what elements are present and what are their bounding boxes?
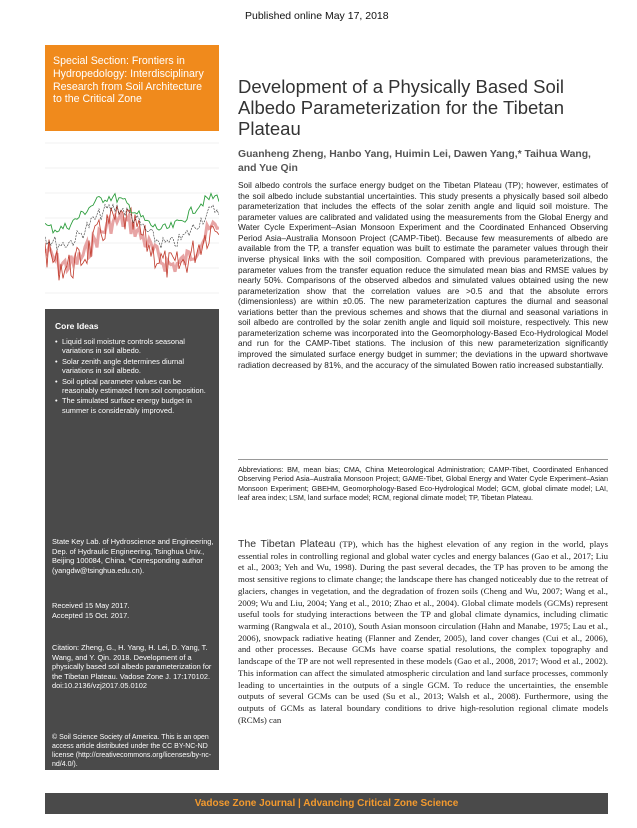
special-section-box bbox=[45, 45, 219, 131]
core-idea-item: • Liquid soil moisture controls seasonal variations in soil albedo. bbox=[55, 337, 213, 356]
footer-bar bbox=[45, 793, 608, 814]
cover-chart-image bbox=[45, 131, 219, 309]
core-idea-item: • The simulated surface energy budget in summer is considerably improved. bbox=[55, 396, 213, 415]
body-paragraph: (TP), which has the highest elevation of any region in the world, plays essential roles in controlling regional and global water cycles and energy balances (Gao et al., 2017; Liu et al., 2003; Yeh and Wu, 1998). During the past several decades, the TP has proven to be among the most sensitive regions to climate change; the landscape there has changed noticeably due to the retreat of glaciers, changes in vegetation, and the degradation of frozen soils (Cheng and Wu, 2007; Wang et al., 2009; Wu and Liu, 2004; Yang et al., 2010; Zhao et al., 2004). Global climate models (GCMs) represent useful tools for studying interactions between the TP and global climate dynamics, including climatic warming (Rangwala et al., 2010), South Asian monsoon circulation (Hahn and Manabe, 1975; Lau et al., 2006), snowpack radiative heating (Flanner and Zender, 2005), land cover changes (Cui et al., 2006), and other processes. Because GCMs have coarse spatial resolutions, the complex topography and landscape of the TP are not well represented in these models (Gao et al., 2008, 2017; Wood et al., 2002). This information can affect the simulated atmospheric circulation and land surface processes, commonly leading to uncertainties in the outputs of a single GCM. To reduce the uncertainties, the ensemble outputs of several GCMs can be used (Su et al., 2013; Walsh et al., 2008). Furthermore, using the outputs of GCMs as lateral boundary conditions to drive high-resolution regional climate models (RCMs) can bbox=[238, 539, 609, 725]
divider bbox=[238, 459, 608, 460]
authors: Guanheng Zheng, Hanbo Yang, Huimin Lei, Dawen Yang,* Taihua Wang, and Yue Qin bbox=[238, 149, 591, 174]
abbreviations: Abbreviations: BM, mean bias; CMA, China Meteorological Administration; CAMP-Tibet, Coordinated Enhanced Observing Period Asia–Australia Monsoon Project; GAME-Tibet, Global Energy and Water Cycle Experiment–Asian Monsoon Experiment; GBEHM, Geomorphology-Based Eco-Hydrological Model; GCM, global climate model; LAI, leaf area index; LSM, land surface model; RCM, regional climate model; TP, Tibetan Plateau. bbox=[238, 465, 608, 503]
core-idea-item: • Solar zenith angle determines diurnal variations in soil albedo. bbox=[55, 357, 213, 376]
received-date: Received 15 May 2017. bbox=[52, 601, 130, 610]
article-title: Development of a Physically Based Soil Albedo Parameterization for the Tibetan Plateau bbox=[238, 76, 564, 139]
core-idea-item: • Soil optical parameter values can be reasonably estimated from soil composition. bbox=[55, 377, 213, 396]
body-lead: The Tibetan Plateau bbox=[238, 538, 336, 550]
journal-footer: Vadose Zone Journal | Advancing Critical Zone Science bbox=[194, 798, 459, 809]
accepted-date: Accepted 15 Oct. 2017. bbox=[52, 611, 130, 620]
citation: Citation: Zheng, G., H. Yang, H. Lei, D. Yang, T. Wang, and Y. Qin. 2018. Development of a physically based soil albedo parameterization for the Tibetan Plateau. Vadose Zone J. 17:170102. doi:10.2136/vzj2017.05.0102 bbox=[52, 643, 212, 691]
core-ideas-list bbox=[55, 337, 213, 416]
decorative-line-chart bbox=[45, 131, 219, 309]
copyright-notice: © Soil Science Society of America. This is an open access article distributed under the CC BY-NC-ND license (http://creativecommons.org/licenses/by-nc-nd/4.0/). bbox=[52, 734, 212, 768]
abstract: Soil albedo controls the surface energy budget on the Tibetan Plateau (TP); however, estimates of the soil albedo include substantial uncertainties. This study presents a physically based soil albedo parameterization that includes the effects of the solar zenith angle and liquid soil moisture. The parameter values are calibrated and validated using the measurements from the Global Energy and Water Cycle Experiment–Asian Monsoon Experiment and the Coordinated Enhanced Observing Period Asia–Australia Monsoon Project (CAMP-Tibet). Because few measurements of albedo are available from the TP, a transfer equation was built to estimate the parameter values through their inverse physical links with the soil composition. Compared with previous parameterizations, the parameter values from the transfer equation reduce the simulated mean bias and RMSE values by nearly 50%. Comparisons of the observed albedos and simulated values obtained using the new parameterization show that the correlation values are >0.5 and that the absolute errors (dimensionless) are within ±0.05. The new parameterization captures the diurnal and seasonal variations better than the previous schemes and shows that the diurnal and seasonal variations in soil albedo are controlled by the solar zenith angle and liquid soil moisture, respectively. This new parameterization scheme was incorporated into the Geomorphology-Based Eco-Hydrological Model and run for the CAMP-Tibet stations. The inclusion of this new parameterization significantly improved the simulated surface energy budget in summer; the deviations in the upward shortwave radiation decreased by 81%, and the accuracy of the simulated Bowen ratio increased substantially. bbox=[238, 180, 608, 370]
special-section-label: Special Section: Frontiers in Hydropedology: Interdisciplinary Research from Soil Architecture to the Critical Zone bbox=[53, 55, 204, 106]
published-date: Published online May 17, 2018 bbox=[245, 10, 389, 22]
sidebar bbox=[45, 45, 219, 770]
body-text bbox=[238, 539, 608, 727]
core-ideas-title: Core Ideas bbox=[55, 321, 99, 331]
affiliation: State Key Lab. of Hydroscience and Engineering, Dep. of Hydraulic Engineering, Tsinghua Univ., Beijing 100084, China. *Corresponding author (yangdw@tsinghua.edu.cn). bbox=[52, 537, 214, 575]
